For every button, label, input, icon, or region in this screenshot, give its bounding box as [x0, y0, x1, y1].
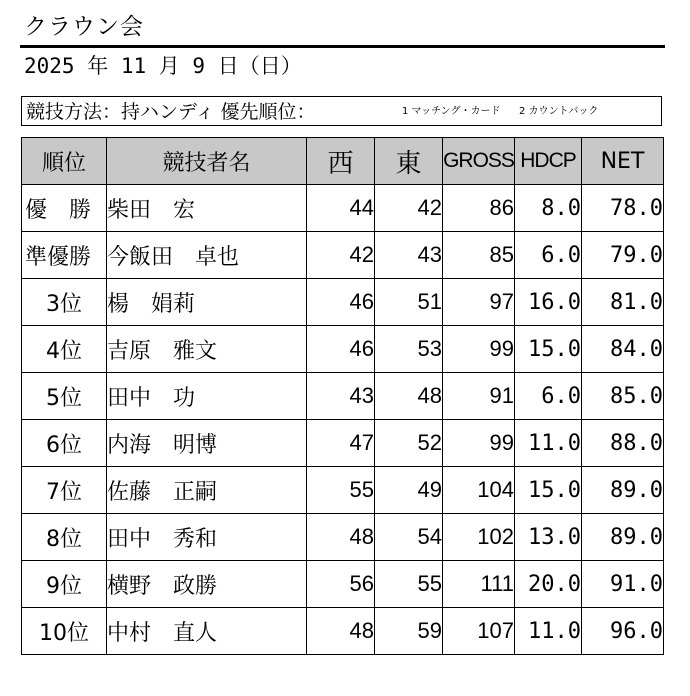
west-score-cell: 46	[307, 326, 375, 373]
player-name-cell: 吉原 雅文	[107, 326, 307, 373]
header-player-name: 競技者名	[107, 138, 307, 185]
player-name-cell: 内海 明博	[107, 420, 307, 467]
tiebreak-rule-1: 1 マッチング・カード	[402, 106, 501, 117]
east-score-cell: 59	[375, 608, 443, 655]
player-name-cell: 横野 政勝	[107, 561, 307, 608]
hdcp-cell: 13.0	[515, 514, 582, 561]
competition-format-box	[21, 96, 662, 126]
table-row	[22, 373, 664, 420]
hdcp-cell: 11.0	[515, 420, 582, 467]
rank-cell: 9位	[22, 561, 107, 608]
header-rank: 順位	[22, 138, 107, 185]
player-name-cell: 田中 秀和	[107, 514, 307, 561]
hdcp-cell: 16.0	[515, 279, 582, 326]
east-score-cell: 51	[375, 279, 443, 326]
table-row	[22, 279, 664, 326]
header-gross: GROSS	[443, 138, 515, 185]
net-score-cell: 78.0	[582, 185, 664, 232]
east-score-cell: 49	[375, 467, 443, 514]
gross-score-cell: 107	[443, 608, 515, 655]
gross-score-cell: 91	[443, 373, 515, 420]
table-row	[22, 326, 664, 373]
rank-cell: 5位	[22, 373, 107, 420]
west-score-cell: 43	[307, 373, 375, 420]
gross-score-cell: 86	[443, 185, 515, 232]
gross-score-cell: 102	[443, 514, 515, 561]
gross-score-cell: 97	[443, 279, 515, 326]
net-score-cell: 89.0	[582, 514, 664, 561]
east-score-cell: 52	[375, 420, 443, 467]
rank-cell: 3位	[22, 279, 107, 326]
header-net: NET	[582, 138, 664, 185]
player-name-cell: 中村 直人	[107, 608, 307, 655]
east-score-cell: 42	[375, 185, 443, 232]
hdcp-cell: 15.0	[515, 326, 582, 373]
table-row	[22, 185, 664, 232]
table-row	[22, 467, 664, 514]
hdcp-cell: 11.0	[515, 608, 582, 655]
hdcp-cell: 15.0	[515, 467, 582, 514]
club-name: クラウン会	[24, 14, 144, 40]
player-name-cell: 田中 功	[107, 373, 307, 420]
rank-cell: 10位	[22, 608, 107, 655]
rank-cell: 8位	[22, 514, 107, 561]
header-west: 西	[307, 138, 375, 185]
west-score-cell: 48	[307, 514, 375, 561]
west-score-cell: 47	[307, 420, 375, 467]
title-underline	[20, 45, 665, 48]
table-row	[22, 561, 664, 608]
header-hdcp: HDCP	[515, 138, 582, 185]
west-score-cell: 55	[307, 467, 375, 514]
net-score-cell: 81.0	[582, 279, 664, 326]
gross-score-cell: 99	[443, 326, 515, 373]
rank-cell: 準優勝	[22, 232, 107, 279]
rank-cell: 4位	[22, 326, 107, 373]
east-score-cell: 48	[375, 373, 443, 420]
hdcp-cell: 6.0	[515, 232, 582, 279]
net-score-cell: 89.0	[582, 467, 664, 514]
rank-cell: 6位	[22, 420, 107, 467]
header-east: 東	[375, 138, 443, 185]
format-label: 競技方法：持ハンディ 優先順位：	[26, 101, 316, 123]
table-row	[22, 420, 664, 467]
player-name-cell: 佐藤 正嗣	[107, 467, 307, 514]
hdcp-cell: 6.0	[515, 373, 582, 420]
net-score-cell: 79.0	[582, 232, 664, 279]
east-score-cell: 55	[375, 561, 443, 608]
east-score-cell: 54	[375, 514, 443, 561]
table-row	[22, 232, 664, 279]
gross-score-cell: 85	[443, 232, 515, 279]
tiebreak-rule-2: 2 カウントバック	[519, 106, 599, 117]
competition-date: 2025 年 11 月 9 日（日）	[24, 54, 302, 78]
net-score-cell: 96.0	[582, 608, 664, 655]
gross-score-cell: 111	[443, 561, 515, 608]
player-name-cell: 今飯田 卓也	[107, 232, 307, 279]
net-score-cell: 85.0	[582, 373, 664, 420]
west-score-cell: 48	[307, 608, 375, 655]
hdcp-cell: 20.0	[515, 561, 582, 608]
hdcp-cell: 8.0	[515, 185, 582, 232]
west-score-cell: 46	[307, 279, 375, 326]
net-score-cell: 91.0	[582, 561, 664, 608]
rank-cell: 7位	[22, 467, 107, 514]
gross-score-cell: 104	[443, 467, 515, 514]
player-name-cell: 楊 娟莉	[107, 279, 307, 326]
rank-cell: 優 勝	[22, 185, 107, 232]
west-score-cell: 42	[307, 232, 375, 279]
gross-score-cell: 99	[443, 420, 515, 467]
east-score-cell: 43	[375, 232, 443, 279]
net-score-cell: 88.0	[582, 420, 664, 467]
player-name-cell: 柴田 宏	[107, 185, 307, 232]
results-table	[21, 137, 664, 655]
table-row	[22, 608, 664, 655]
table-header-row	[22, 138, 664, 185]
east-score-cell: 53	[375, 326, 443, 373]
west-score-cell: 44	[307, 185, 375, 232]
net-score-cell: 84.0	[582, 326, 664, 373]
table-row	[22, 514, 664, 561]
west-score-cell: 56	[307, 561, 375, 608]
